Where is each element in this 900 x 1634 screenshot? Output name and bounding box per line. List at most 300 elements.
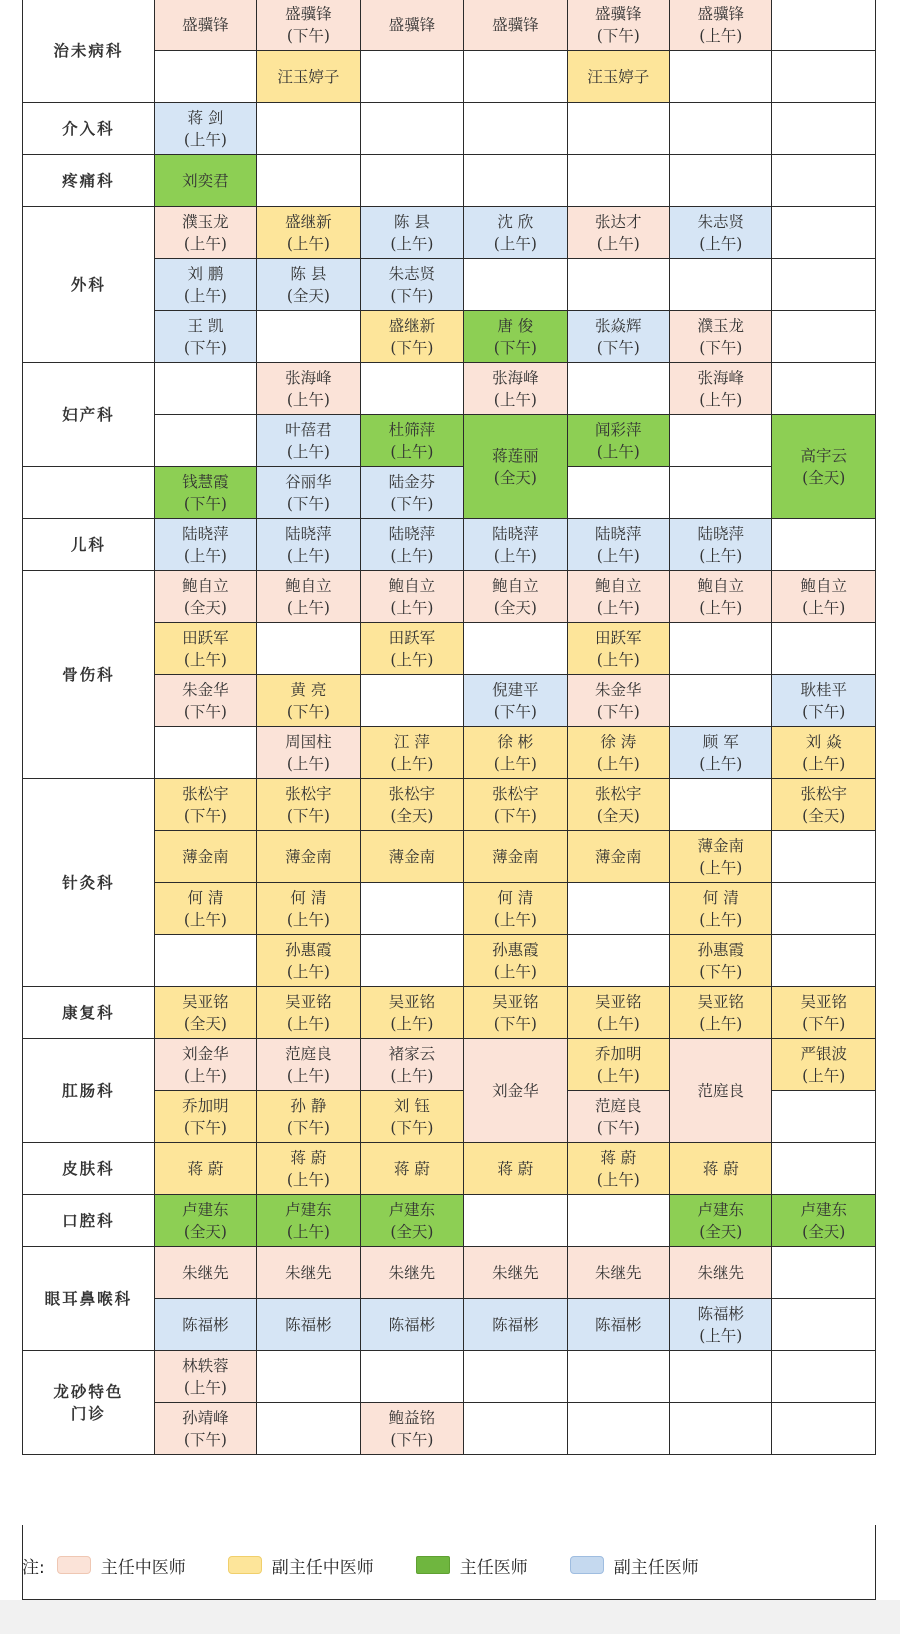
department-label: 针灸科	[23, 779, 155, 987]
doctor-name: 薄金南	[388, 847, 436, 866]
doctor-cell	[360, 207, 463, 259]
doctor-cell	[464, 675, 567, 727]
empty-cell	[772, 935, 876, 987]
empty-cell	[464, 103, 567, 155]
doctor-name: 汪玉婷子	[587, 67, 650, 86]
session-time: (上午)	[596, 650, 640, 669]
doctor-name: 钱慧霞	[182, 472, 229, 491]
legend-swatch	[228, 1556, 262, 1574]
doctor-cell	[154, 987, 256, 1039]
session-time: (上午)	[596, 754, 640, 773]
doctor-cell	[772, 727, 876, 779]
session-time: (上午)	[390, 598, 434, 617]
session-time: (下午)	[183, 1430, 227, 1449]
empty-cell	[464, 155, 567, 207]
doctor-cell	[567, 207, 669, 259]
schedule-row	[23, 155, 876, 207]
empty-cell	[257, 155, 360, 207]
doctor-name: 张松宇	[800, 784, 847, 803]
session-time: (全天)	[802, 806, 846, 825]
legend-text: 副主任医师	[613, 1557, 699, 1578]
empty-cell	[772, 1351, 876, 1403]
schedule-row	[23, 519, 876, 571]
doctor-name: 孙惠霞	[697, 940, 744, 959]
session-time: (上午)	[390, 234, 434, 253]
session-time: (下午)	[596, 1118, 640, 1137]
session-time: (上午)	[596, 1170, 640, 1189]
empty-cell	[257, 311, 360, 363]
doctor-cell	[567, 727, 669, 779]
doctor-name: 陆晓萍	[492, 524, 539, 543]
doctor-cell	[567, 311, 669, 363]
empty-cell	[772, 1403, 876, 1455]
doctor-name: 卢建东	[285, 1200, 332, 1219]
session-time: (上午)	[493, 546, 537, 565]
session-time: (上午)	[183, 546, 227, 565]
empty-cell	[464, 51, 567, 103]
doctor-name: 吴亚铭	[595, 992, 642, 1011]
doctor-name: 顾 军	[702, 732, 739, 751]
doctor-name: 乔加明	[595, 1044, 642, 1063]
schedule-row	[23, 0, 876, 51]
doctor-name: 刘金华	[182, 1044, 229, 1063]
empty-cell	[154, 727, 256, 779]
schedule-table	[22, 0, 876, 1455]
session-time: (上午)	[286, 962, 330, 981]
doctor-cell	[567, 779, 669, 831]
doctor-name: 盛骥锋	[388, 15, 436, 34]
schedule-row	[23, 1195, 876, 1247]
doctor-cell	[670, 1143, 772, 1195]
doctor-cell	[360, 1247, 463, 1299]
doctor-cell	[670, 363, 772, 415]
empty-cell	[772, 883, 876, 935]
doctor-name: 蒋 剑	[187, 108, 224, 127]
department-label	[23, 467, 155, 519]
doctor-name: 汪玉婷子	[277, 67, 340, 86]
legend-item	[45, 1553, 186, 1578]
empty-cell	[772, 1091, 876, 1143]
doctor-name: 张海峰	[285, 368, 332, 387]
session-time: (下午)	[390, 338, 434, 357]
doctor-name: 张松宇	[388, 784, 436, 803]
doctor-name: 朱志贤	[697, 212, 744, 231]
session-time: (上午)	[596, 546, 640, 565]
session-time: (下午)	[699, 338, 743, 357]
doctor-cell	[257, 1247, 360, 1299]
session-time: (下午)	[493, 702, 537, 721]
doctor-cell	[670, 1299, 772, 1351]
empty-cell	[772, 155, 876, 207]
empty-cell	[464, 623, 567, 675]
session-time: (上午)	[286, 546, 330, 565]
doctor-cell	[257, 1039, 360, 1091]
doctor-name: 陆金芬	[388, 472, 436, 491]
session-time: (上午)	[390, 754, 434, 773]
empty-cell	[567, 1351, 669, 1403]
doctor-name: 盛继新	[388, 316, 436, 335]
doctor-name: 刘 鹏	[187, 264, 224, 283]
session-time: (上午)	[390, 1066, 434, 1085]
doctor-name: 陆晓萍	[388, 524, 436, 543]
doctor-name: 陈福彬	[595, 1315, 642, 1334]
doctor-name: 蒋 蔚	[497, 1159, 534, 1178]
doctor-name: 何 清	[187, 888, 224, 907]
empty-cell	[257, 623, 360, 675]
empty-cell	[670, 675, 772, 727]
doctor-cell	[464, 519, 567, 571]
doctor-cell	[464, 363, 567, 415]
doctor-name: 吴亚铭	[388, 992, 436, 1011]
doctor-cell	[670, 987, 772, 1039]
doctor-cell	[360, 1091, 463, 1143]
empty-cell	[567, 1195, 669, 1247]
session-time: (下午)	[390, 1118, 434, 1137]
empty-cell	[670, 259, 772, 311]
doctor-cell	[257, 1299, 360, 1351]
doctor-name: 张达才	[595, 212, 642, 231]
doctor-name: 谷丽华	[285, 472, 332, 491]
empty-cell	[360, 675, 463, 727]
session-time: (上午)	[183, 650, 227, 669]
doctor-cell	[464, 935, 567, 987]
doctor-name: 范庭良	[697, 1081, 744, 1100]
doctor-cell	[360, 415, 463, 467]
session-time: (下午)	[596, 26, 640, 45]
doctor-name: 范庭良	[285, 1044, 332, 1063]
doctor-cell	[154, 571, 256, 623]
session-time: (下午)	[183, 702, 227, 721]
legend-text: 副主任中医师	[271, 1557, 374, 1578]
doctor-cell	[257, 1091, 360, 1143]
doctor-cell	[464, 779, 567, 831]
session-time: (上午)	[699, 910, 743, 929]
empty-cell	[464, 1351, 567, 1403]
doctor-cell	[257, 571, 360, 623]
doctor-cell	[772, 1039, 876, 1091]
doctor-name: 刘 焱	[805, 732, 842, 751]
doctor-name: 陈福彬	[697, 1304, 744, 1323]
doctor-name: 卢建东	[388, 1200, 436, 1219]
doctor-name: 蒋 蔚	[600, 1148, 637, 1167]
doctor-cell	[464, 831, 567, 883]
session-time: (下午)	[183, 338, 227, 357]
doctor-name: 蒋 蔚	[187, 1159, 224, 1178]
doctor-cell	[567, 675, 669, 727]
doctor-cell	[567, 987, 669, 1039]
doctor-cell	[360, 727, 463, 779]
doctor-cell	[772, 1195, 876, 1247]
schedule-row	[23, 103, 876, 155]
session-time: (上午)	[286, 598, 330, 617]
doctor-name: 鲍益铭	[388, 1408, 436, 1427]
doctor-name: 耿桂平	[800, 680, 847, 699]
doctor-name: 吴亚铭	[492, 992, 539, 1011]
doctor-cell	[464, 987, 567, 1039]
doctor-name: 朱金华	[595, 680, 642, 699]
doctor-name: 吴亚铭	[697, 992, 744, 1011]
session-time: (下午)	[183, 1118, 227, 1137]
session-time: (上午)	[286, 1014, 330, 1033]
doctor-name: 严银波	[800, 1044, 847, 1063]
session-time: (下午)	[596, 702, 640, 721]
doctor-cell	[670, 519, 772, 571]
session-time: (下午)	[286, 494, 330, 513]
doctor-cell	[464, 0, 567, 51]
doctor-cell	[257, 727, 360, 779]
session-time: (上午)	[596, 1066, 640, 1085]
doctor-name: 卢建东	[800, 1200, 847, 1219]
session-time: (下午)	[390, 1430, 434, 1449]
session-time: (下午)	[286, 702, 330, 721]
legend	[22, 1550, 729, 1580]
empty-cell	[360, 103, 463, 155]
doctor-cell	[154, 779, 256, 831]
doctor-cell	[567, 519, 669, 571]
legend-text: 主任医师	[459, 1557, 528, 1578]
empty-cell	[772, 103, 876, 155]
doctor-name: 朱继先	[388, 1263, 436, 1282]
doctor-cell	[567, 1299, 669, 1351]
session-time: (下午)	[286, 806, 330, 825]
doctor-cell	[154, 259, 256, 311]
session-time: (全天)	[493, 598, 537, 617]
doctor-name: 褚家云	[388, 1044, 436, 1063]
doctor-name: 陈福彬	[388, 1315, 436, 1334]
session-time: (上午)	[390, 546, 434, 565]
doctor-cell	[154, 623, 256, 675]
department-label: 儿科	[23, 519, 155, 571]
doctor-name: 徐 彬	[497, 732, 534, 751]
doctor-cell	[360, 623, 463, 675]
doctor-cell	[154, 675, 256, 727]
empty-cell	[154, 51, 256, 103]
session-time: (上午)	[699, 546, 743, 565]
schedule-row	[23, 571, 876, 623]
session-time: (下午)	[390, 494, 434, 513]
doctor-cell	[567, 831, 669, 883]
doctor-cell	[154, 831, 256, 883]
session-time: (全天)	[390, 1222, 434, 1241]
doctor-cell	[257, 51, 360, 103]
doctor-name: 陆晓萍	[182, 524, 229, 543]
doctor-cell	[360, 1299, 463, 1351]
doctor-name: 蒋莲丽	[492, 446, 539, 465]
empty-cell	[772, 207, 876, 259]
doctor-name: 朱继先	[697, 1263, 744, 1282]
session-time: (上午)	[286, 442, 330, 461]
schedule-row	[23, 363, 876, 415]
doctor-name: 张海峰	[697, 368, 744, 387]
doctor-cell	[670, 1039, 772, 1143]
doctor-cell	[360, 1195, 463, 1247]
department-label: 口腔科	[23, 1195, 155, 1247]
doctor-name: 徐 涛	[600, 732, 637, 751]
doctor-cell	[772, 675, 876, 727]
doctor-name: 田跃军	[388, 628, 436, 647]
doctor-name: 陈福彬	[285, 1315, 332, 1334]
doctor-name: 陈 县	[290, 264, 327, 283]
session-time: (上午)	[699, 598, 743, 617]
doctor-cell	[257, 259, 360, 311]
empty-cell	[154, 415, 256, 467]
doctor-name: 朱金华	[182, 680, 229, 699]
doctor-cell	[670, 571, 772, 623]
schedule-row	[23, 1351, 876, 1403]
schedule-row	[23, 207, 876, 259]
doctor-name: 刘 钰	[393, 1096, 430, 1115]
legend-swatch	[570, 1556, 604, 1574]
doctor-name: 鲍自立	[697, 576, 744, 595]
empty-cell	[670, 623, 772, 675]
session-time: (上午)	[596, 1014, 640, 1033]
doctor-name: 叶蓓君	[285, 420, 332, 439]
doctor-cell	[360, 259, 463, 311]
legend-item	[216, 1553, 374, 1578]
doctor-cell	[464, 311, 567, 363]
doctor-name: 薄金南	[492, 847, 539, 866]
session-time: (下午)	[183, 494, 227, 513]
doctor-name: 朱继先	[492, 1263, 539, 1282]
doctor-name: 蒋 蔚	[393, 1159, 430, 1178]
doctor-cell	[670, 0, 772, 51]
department-label: 康复科	[23, 987, 155, 1039]
doctor-name: 吴亚铭	[800, 992, 847, 1011]
doctor-name: 唐 俊	[497, 316, 534, 335]
doctor-name: 刘奕君	[182, 171, 229, 190]
session-time: (全天)	[183, 598, 227, 617]
doctor-cell	[360, 987, 463, 1039]
session-time: (下午)	[493, 1014, 537, 1033]
schedule-row	[23, 1039, 876, 1091]
doctor-name: 张松宇	[492, 784, 539, 803]
session-time: (上午)	[596, 234, 640, 253]
session-time: (上午)	[699, 234, 743, 253]
doctor-cell	[360, 311, 463, 363]
session-time: (全天)	[596, 806, 640, 825]
department-label: 妇产科	[23, 363, 155, 467]
doctor-cell	[154, 155, 256, 207]
session-time: (上午)	[286, 1170, 330, 1189]
department-label: 肛肠科	[23, 1039, 155, 1143]
doctor-cell	[154, 1091, 256, 1143]
doctor-cell	[257, 831, 360, 883]
doctor-cell	[670, 311, 772, 363]
doctor-name: 盛骥锋	[595, 4, 642, 23]
doctor-name: 陆晓萍	[285, 524, 332, 543]
doctor-name: 朱志贤	[388, 264, 436, 283]
department-label: 皮肤科	[23, 1143, 155, 1195]
empty-cell	[670, 155, 772, 207]
session-time: (上午)	[286, 1066, 330, 1085]
doctor-name: 陈福彬	[492, 1315, 539, 1334]
session-time: (全天)	[493, 468, 537, 487]
doctor-name: 田跃军	[182, 628, 229, 647]
doctor-cell	[464, 1299, 567, 1351]
doctor-name: 张松宇	[285, 784, 332, 803]
doctor-cell	[154, 207, 256, 259]
empty-cell	[567, 935, 669, 987]
schedule-row	[23, 779, 876, 831]
doctor-name: 盛骥锋	[182, 15, 229, 34]
session-time: (全天)	[802, 1222, 846, 1241]
session-time: (下午)	[802, 1014, 846, 1033]
schedule-row	[23, 467, 876, 519]
empty-cell	[772, 1143, 876, 1195]
empty-cell	[257, 103, 360, 155]
doctor-cell	[257, 1195, 360, 1247]
empty-cell	[464, 259, 567, 311]
schedule-row	[23, 1247, 876, 1299]
doctor-cell	[567, 623, 669, 675]
empty-cell	[772, 0, 876, 51]
doctor-name: 闻彩萍	[595, 420, 642, 439]
doctor-name: 倪建平	[492, 680, 539, 699]
session-time: (上午)	[802, 598, 846, 617]
doctor-cell	[257, 415, 360, 467]
session-time: (下午)	[390, 286, 434, 305]
session-time: (上午)	[183, 130, 227, 149]
session-time: (上午)	[493, 390, 537, 409]
session-time: (上午)	[699, 754, 743, 773]
doctor-name: 杜筛萍	[388, 420, 436, 439]
empty-cell	[772, 1299, 876, 1351]
doctor-name: 黄 亮	[290, 680, 327, 699]
doctor-cell	[772, 987, 876, 1039]
session-time: (上午)	[183, 910, 227, 929]
doctor-name: 鲍自立	[492, 576, 539, 595]
empty-cell	[772, 1247, 876, 1299]
session-time: (上午)	[286, 390, 330, 409]
session-time: (上午)	[390, 650, 434, 669]
department-label: 介入科	[23, 103, 155, 155]
doctor-cell	[772, 571, 876, 623]
empty-cell	[670, 1351, 772, 1403]
doctor-name: 陆晓萍	[697, 524, 744, 543]
session-time: (下午)	[286, 1118, 330, 1137]
session-time: (上午)	[286, 1222, 330, 1241]
session-time: (上午)	[390, 442, 434, 461]
doctor-name: 吴亚铭	[182, 992, 229, 1011]
doctor-cell	[360, 467, 463, 519]
doctor-cell	[257, 779, 360, 831]
session-time: (上午)	[493, 962, 537, 981]
session-time: (上午)	[183, 234, 227, 253]
doctor-name: 盛骥锋	[285, 4, 332, 23]
schedule-row	[23, 1143, 876, 1195]
doctor-name: 蒋 蔚	[290, 1148, 327, 1167]
doctor-cell	[257, 675, 360, 727]
doctor-cell	[464, 1247, 567, 1299]
doctor-cell	[567, 51, 669, 103]
session-time: (全天)	[183, 1014, 227, 1033]
empty-cell	[567, 259, 669, 311]
doctor-cell	[154, 1195, 256, 1247]
empty-cell	[464, 1195, 567, 1247]
doctor-name: 盛骥锋	[697, 4, 744, 23]
session-time: (上午)	[802, 1066, 846, 1085]
empty-cell	[772, 51, 876, 103]
doctor-name: 卢建东	[182, 1200, 229, 1219]
doctor-name: 陆晓萍	[595, 524, 642, 543]
doctor-name: 朱继先	[182, 1263, 229, 1282]
session-time: (上午)	[286, 754, 330, 773]
doctor-name: 孙惠霞	[285, 940, 332, 959]
doctor-cell	[464, 1143, 567, 1195]
empty-cell	[464, 1403, 567, 1455]
doctor-cell	[154, 1039, 256, 1091]
doctor-name: 卢建东	[697, 1200, 744, 1219]
